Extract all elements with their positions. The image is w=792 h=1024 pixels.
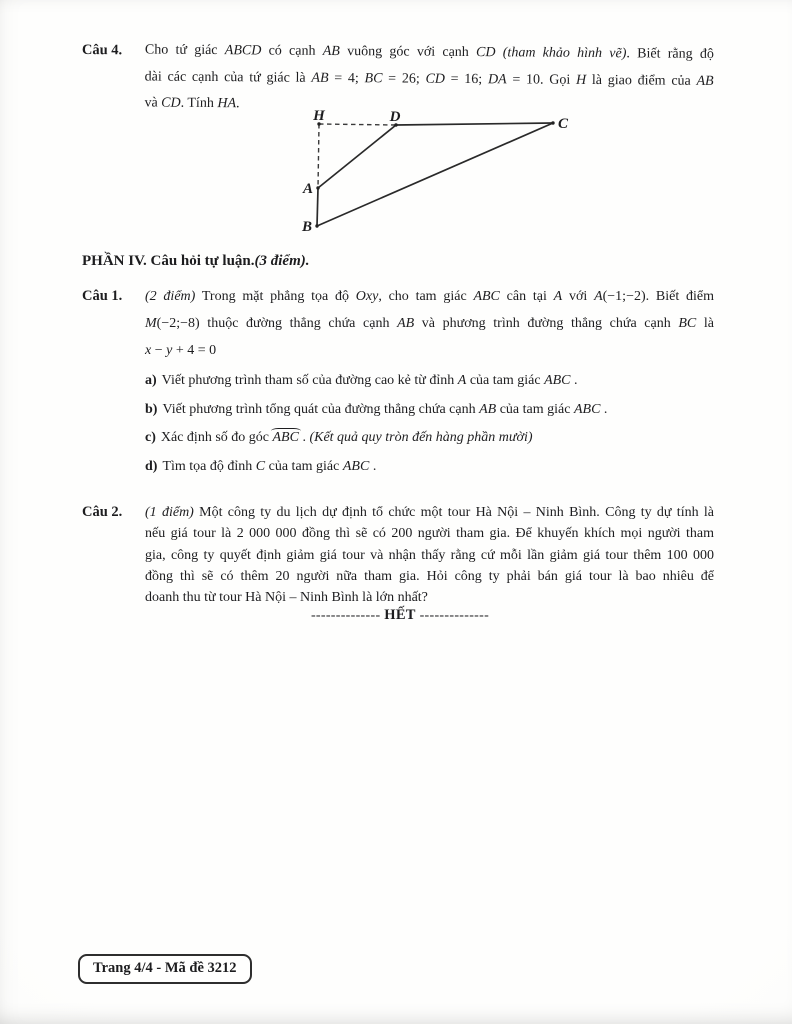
text-segment: Trong mặt phẳng tọa độ (195, 289, 356, 304)
figure-label-A: A (302, 181, 313, 197)
segment-AD (318, 125, 396, 188)
q2-line-5 (145, 587, 714, 608)
text-segment: (Kết quả quy tròn đến hàng phần mười) (309, 430, 533, 445)
q2-line-2 (145, 523, 714, 544)
question-1 (82, 283, 714, 485)
q1-line-3 (145, 337, 714, 364)
q1-item-c (145, 428, 714, 447)
text-segment: AB (696, 73, 714, 89)
segment-BC (317, 123, 553, 226)
figure-label-B: B (301, 219, 312, 235)
page-footer-text: Trang 4/4 - Mã đề 3212 (93, 960, 237, 976)
question-4-body (144, 37, 714, 121)
text-segment: AB (479, 401, 497, 417)
text-segment: (tham khảo hình vẽ) (502, 45, 627, 62)
text-segment: = 26; (382, 70, 426, 87)
text-segment: = 4; (328, 70, 365, 86)
figure-label-C: C (558, 116, 569, 132)
text-segment: . (298, 430, 310, 445)
text-segment: H (575, 72, 587, 88)
question-1-body (145, 283, 714, 485)
text-segment: Oxy (355, 289, 379, 304)
text-segment: với (562, 289, 595, 304)
text-segment: đồng thì sẽ có thêm 20 người nữa tham gia. Hỏi công ty phải bán giá tour là bao nhiêu để (145, 568, 714, 584)
question-4 (81, 37, 714, 121)
q1-item-b-text (162, 402, 607, 417)
text-segment: AB (322, 43, 340, 60)
q1-item-d-label: d) (145, 458, 158, 474)
part-4-heading-text: PHẦN IV. Câu hỏi tự luận. (82, 253, 255, 269)
end-marker-dashes-right: -------------- (419, 608, 490, 623)
text-segment: − (151, 343, 167, 358)
text-segment (495, 45, 502, 60)
text-segment: BC (364, 70, 383, 86)
text-segment: AB (397, 316, 415, 331)
q1-item-b (145, 400, 714, 419)
text-segment: vuông góc với cạnh (339, 44, 477, 61)
part-4-heading-points: (3 điểm). (254, 253, 310, 269)
segment-HD-dashed (319, 124, 396, 125)
text-segment: ABC (573, 401, 601, 417)
text-segment: cân tại (499, 289, 554, 304)
q2-line-4 (145, 566, 714, 587)
segment-DC (396, 123, 553, 125)
point-A (316, 186, 319, 189)
text-segment: Xác định số đo góc (160, 430, 273, 445)
text-segment: của tam giác (466, 373, 545, 388)
segment-AB (317, 188, 318, 226)
question-2-label: Câu 2. (82, 504, 123, 520)
q1-item-a-text (162, 373, 578, 388)
q1-line-2 (145, 310, 714, 337)
q2-line-3 (145, 545, 714, 566)
part-4-heading (82, 253, 310, 270)
point-C (551, 121, 554, 124)
text-segment: (−2;−8) (156, 316, 200, 331)
text-segment: Một công ty du lịch dự định tổ chức một tour Hà Nội – Ninh Bình. Công ty dự tính là (193, 505, 714, 520)
text-segment: (−1;−2) (602, 289, 646, 304)
page-footer-box (78, 954, 252, 984)
end-marker-label: HẾT (384, 607, 416, 623)
text-segment: . Tính (180, 95, 218, 112)
text-segment: của tam giác (496, 401, 574, 417)
text-segment: Cho tứ giác (144, 42, 225, 59)
text-segment: thuộc đường thẳng chứa cạnh (199, 316, 398, 331)
point-B (315, 224, 318, 227)
text-segment: Tìm tọa độ đỉnh (162, 458, 256, 474)
q1-item-a-label: a) (145, 373, 157, 388)
q2-line-1 (145, 502, 714, 523)
text-segment: là giao điểm của (586, 72, 697, 89)
text-segment: (2 điểm) (145, 289, 196, 304)
text-segment: = 16; (444, 71, 489, 87)
text-segment: = 10. Gọi (506, 71, 577, 88)
text-segment: (1 điểm) (145, 505, 194, 520)
text-segment: CD (476, 45, 496, 61)
text-segment: và (144, 95, 162, 111)
q1-item-b-label: b) (145, 401, 158, 417)
text-segment: , cho tam giác (378, 289, 474, 304)
text-segment: của tam giác (265, 458, 343, 474)
q1-line-1 (145, 283, 714, 310)
q4-line-1 (145, 37, 714, 68)
segment-HA-dashed (318, 124, 319, 188)
text-segment: ABC (544, 373, 571, 388)
text-segment: ABCD (224, 43, 262, 59)
text-segment: Viết phương trình tổng quát của đường thẳng chứa cạnh (162, 401, 480, 417)
end-marker-dashes-left: -------------- (310, 608, 381, 623)
text-segment: . (235, 96, 240, 112)
text-segment: DA (487, 71, 507, 87)
text-segment: . Biết rằng độ (626, 46, 714, 62)
figure-label-D: D (389, 110, 401, 125)
text-segment: ABC (342, 458, 370, 474)
quadrilateral-figure (298, 110, 583, 250)
figure-label-H: H (313, 110, 325, 124)
text-segment: . (600, 401, 608, 417)
text-segment: . Biết điểm (645, 289, 715, 304)
text-segment: x (145, 343, 152, 358)
text-segment: A (553, 289, 563, 304)
text-segment: và phương trình đường thẳng chứa cạnh (414, 316, 679, 331)
q1-item-c-label: c) (145, 430, 156, 445)
q1-item-a (145, 371, 714, 390)
question-2-body (145, 502, 714, 608)
text-segment: doanh thu từ tour Hà Nội – Ninh Bình là lớn nhất? (145, 590, 428, 606)
text-segment: C (255, 458, 266, 474)
text-segment: HA (217, 96, 237, 112)
text-segment: M (145, 316, 157, 331)
text-segment: A (457, 373, 467, 388)
q1-item-c-text (161, 430, 533, 445)
text-segment: + 4 = 0 (172, 343, 217, 358)
text-segment: Viết phương trình tham số của đường cao kẻ từ đỉnh (161, 373, 458, 388)
end-marker (90, 607, 710, 624)
text-segment: gia, công ty quyết định giảm giá tour và nhận thấy rằng cứ mỗi lần giảm giá tour thêm 100 000 (145, 547, 714, 563)
text-segment: AB (311, 70, 329, 86)
q1-item-d (145, 457, 714, 476)
text-segment: BC (678, 316, 697, 331)
q1-items (145, 371, 714, 476)
text-segment: CD (161, 95, 181, 111)
q1-item-d-text (162, 459, 376, 474)
text-segment: nếu giá tour là 2 000 000 đồng thì sẽ có 200 người tham gia. Để khuyến khích mọi người tham (145, 526, 714, 542)
text-segment: ABC (473, 289, 500, 304)
text-segment: CD (425, 71, 446, 87)
text-segment: . (369, 458, 377, 474)
text-segment: ABC (272, 430, 299, 445)
question-1-label: Câu 1. (82, 288, 123, 304)
question-2 (82, 502, 714, 608)
text-segment: A (594, 289, 603, 304)
question-4-label: Câu 4. (81, 41, 123, 59)
text-segment: . (570, 373, 578, 388)
text-segment: y (166, 343, 173, 358)
text-segment: dài các cạnh của tứ giác là (144, 68, 312, 86)
text-segment: có cạnh (261, 43, 323, 59)
text-segment: là (696, 316, 714, 331)
